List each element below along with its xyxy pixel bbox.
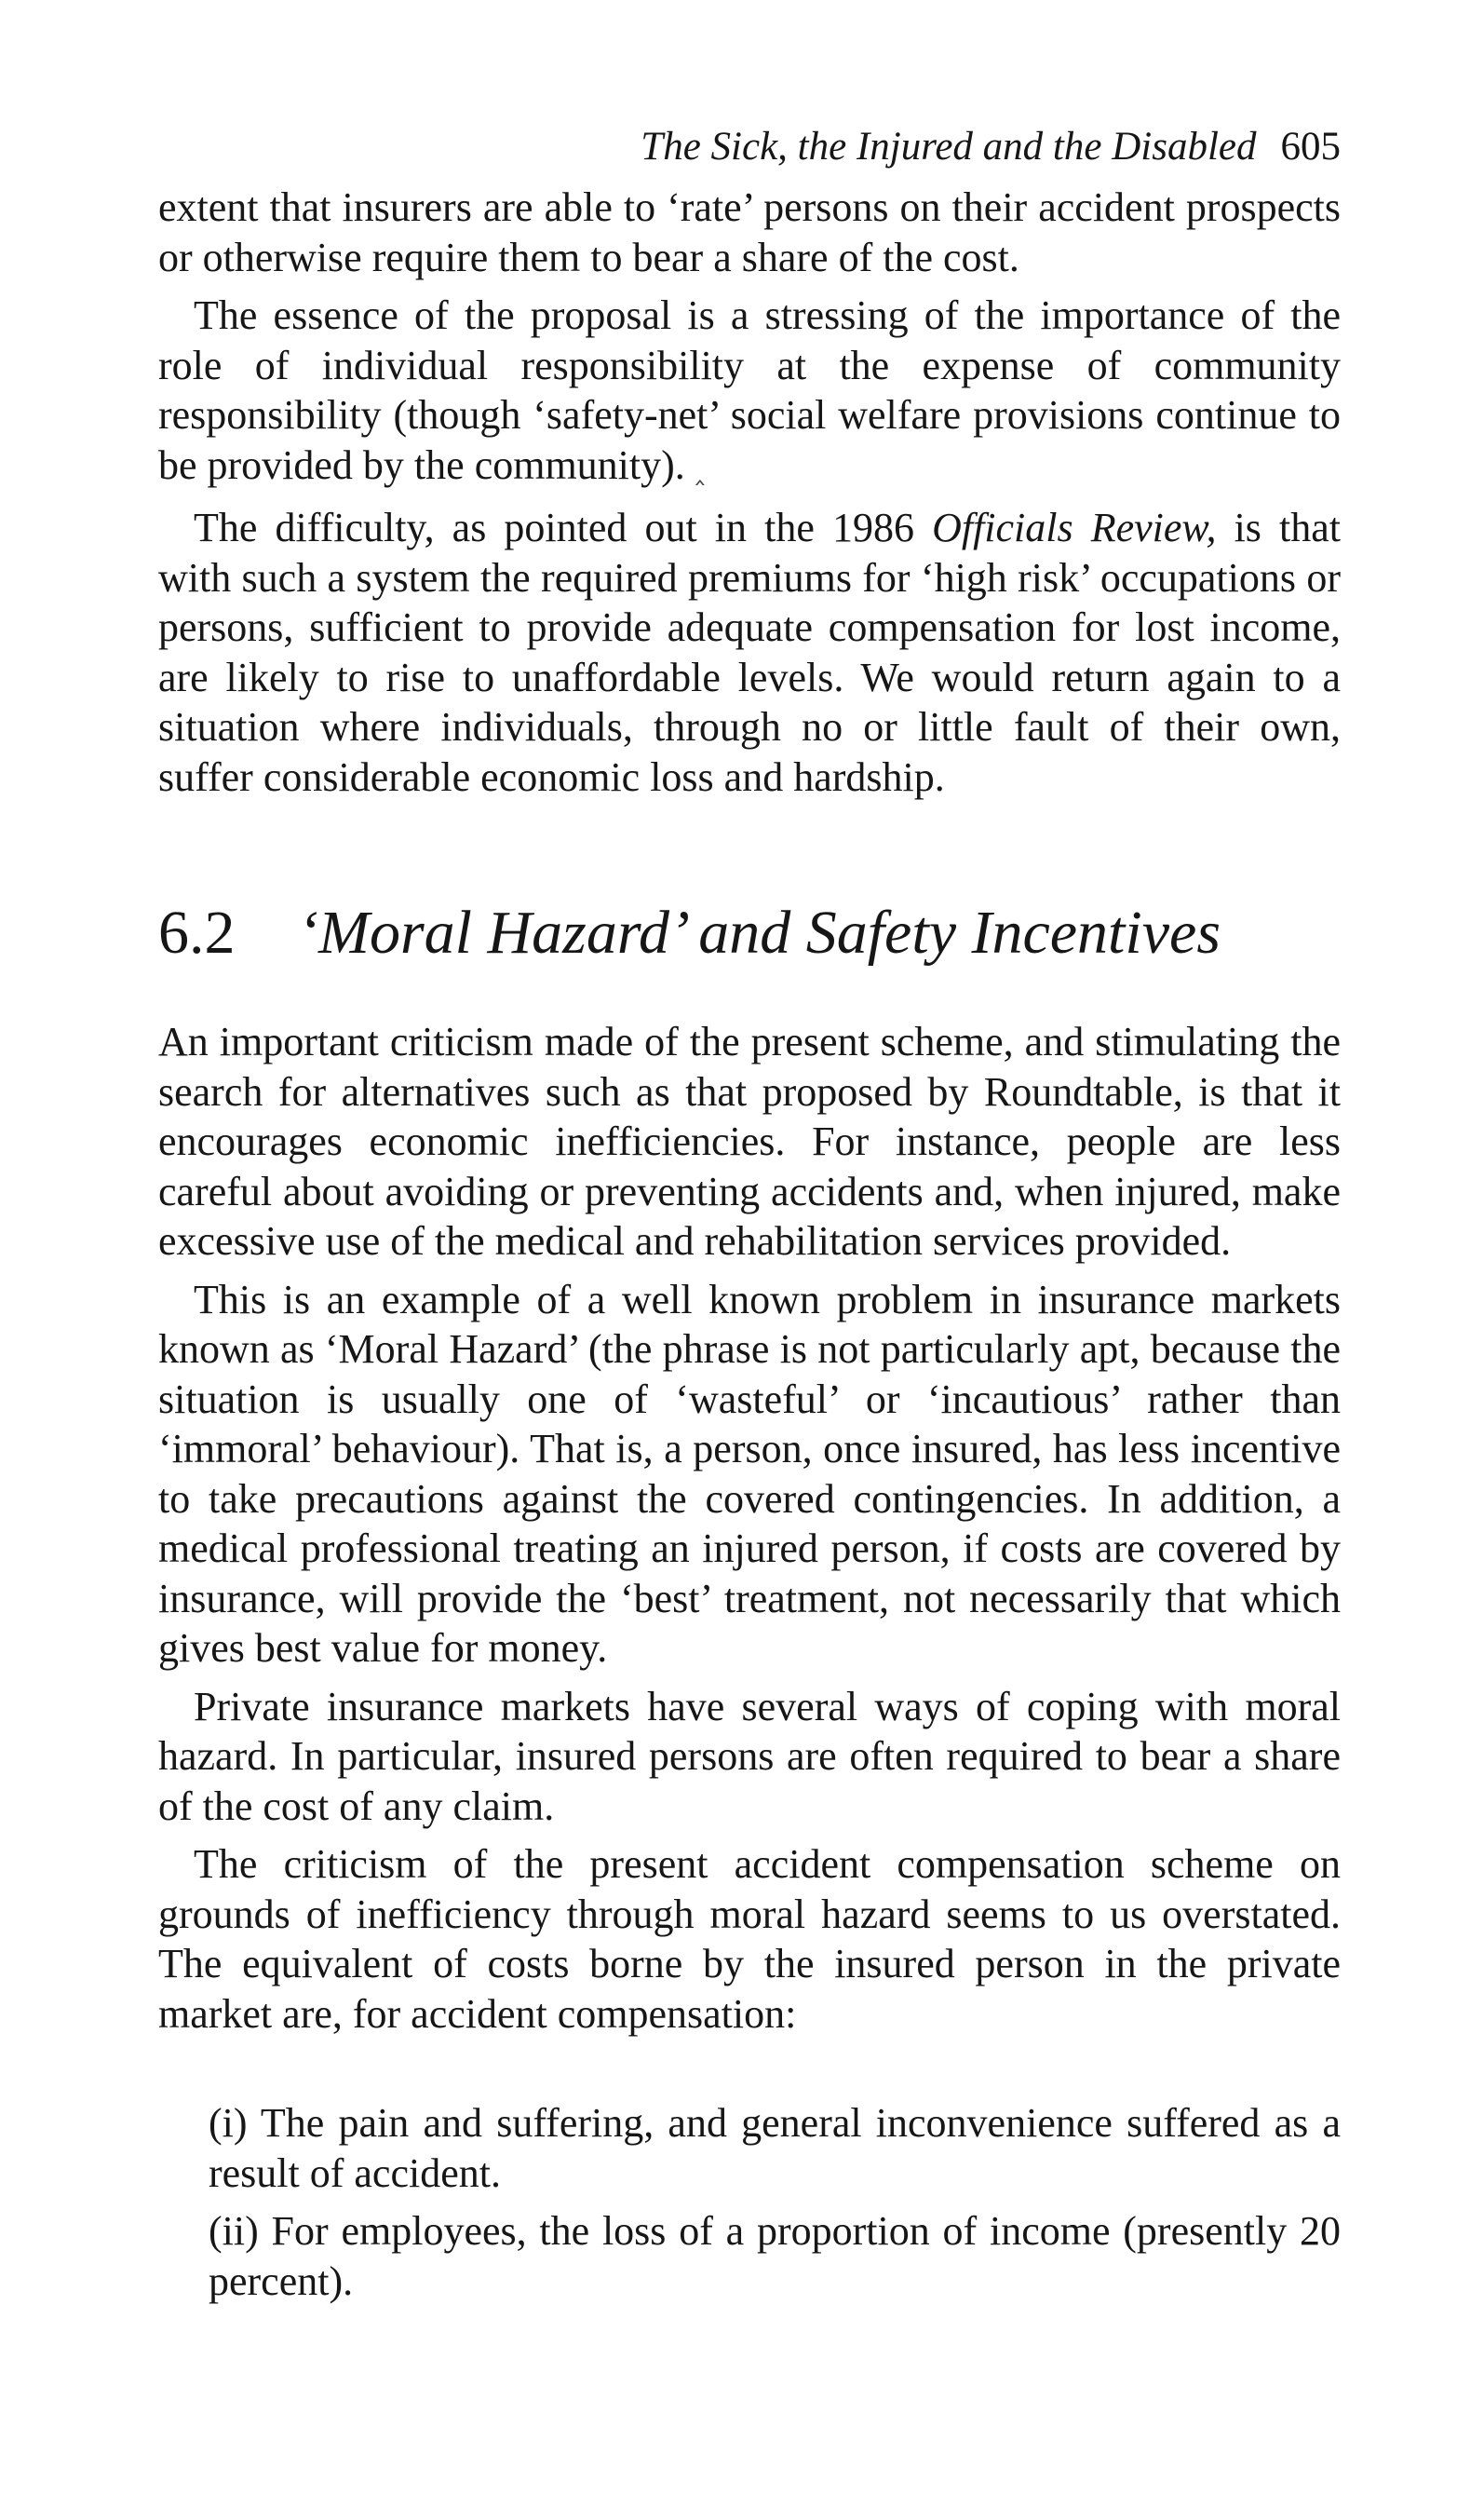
body-text	[158, 1017, 1341, 2039]
paragraph: An important criticism made of the present scheme, and stimulating the search for alternatives such as that proposed by Roundtable, is that it encourages economic inefficiencies. For instance, people are less careful about avoiding or preventing accidents and, when injured, make excessive use of the medical and rehabilitation services provided.	[158, 1019, 1341, 1264]
paragraph-text: The essence of the proposal is a stressing of the importance of the role of individual responsibility at the expense of community responsibility (though ‘safety-net’ social welfare provisions continue to be provided by the community).	[158, 292, 1341, 488]
paragraph	[158, 291, 1341, 495]
section-number: 6.2	[158, 899, 236, 967]
margin-mark: ‸	[695, 454, 705, 485]
paragraph: This is an example of a well known problem in insurance markets known as ‘Moral Hazard’ (the phrase is not particularly apt, because the situation is usually one of ‘wasteful’ or ‘incautious’ rather than ‘immoral’ behaviour). That is, a person, once insured, has less incentive to take precautions against the covered contingencies. In addition, a medical professional treating an injured person, if costs are covered by insurance, will provide the ‘best’ treatment, not necessarily that which gives best value for money.	[158, 1276, 1341, 1671]
paragraph	[158, 183, 1341, 282]
paragraph-text: The difficulty, as pointed out in the 1986	[194, 505, 933, 550]
enumerated-list	[209, 2098, 1341, 2306]
running-header	[158, 119, 1341, 175]
list-item: (ii) For employees, the loss of a proportion of income (presently 20 percent).	[209, 2208, 1341, 2304]
paragraph	[158, 503, 1341, 802]
cited-title: Officials Review,	[932, 505, 1217, 550]
section-heading	[158, 896, 1341, 970]
page-number: 605	[1280, 125, 1341, 169]
paragraph: Private insurance markets have several ways of coping with moral hazard. In particular, insured persons are often required to bear a share of the cost of any claim.	[158, 1683, 1341, 1829]
running-title: The Sick, the Injured and the Disabled	[641, 125, 1257, 169]
list-item: (i) The pain and suffering, and general inconvenience suffered as a result of accident.	[209, 2100, 1341, 2196]
paragraph-text: is that with such a system the required premiums for ‘high risk’ occupations or persons, sufficient to provide adequate compensation for lost income, are likely to rise to unaffordable levels. We would return again to a situation where individuals, through no or little fault of their own, suffer considerable economic loss and hardship.	[158, 505, 1341, 800]
paragraph: The criticism of the present accident compensation scheme on grounds of inefficiency through moral hazard seems to us overstated. The equivalent of costs borne by the insured person in the private market are, for accident compensation:	[158, 1841, 1341, 2037]
section-title: ‘Moral Hazard’ and Safety Incentives	[298, 899, 1221, 967]
intro-text	[158, 183, 1341, 802]
paragraph-text: extent that insurers are able to ‘rate’ persons on their accident prospects or otherwise require them to bear a share of the cost.	[158, 184, 1341, 280]
